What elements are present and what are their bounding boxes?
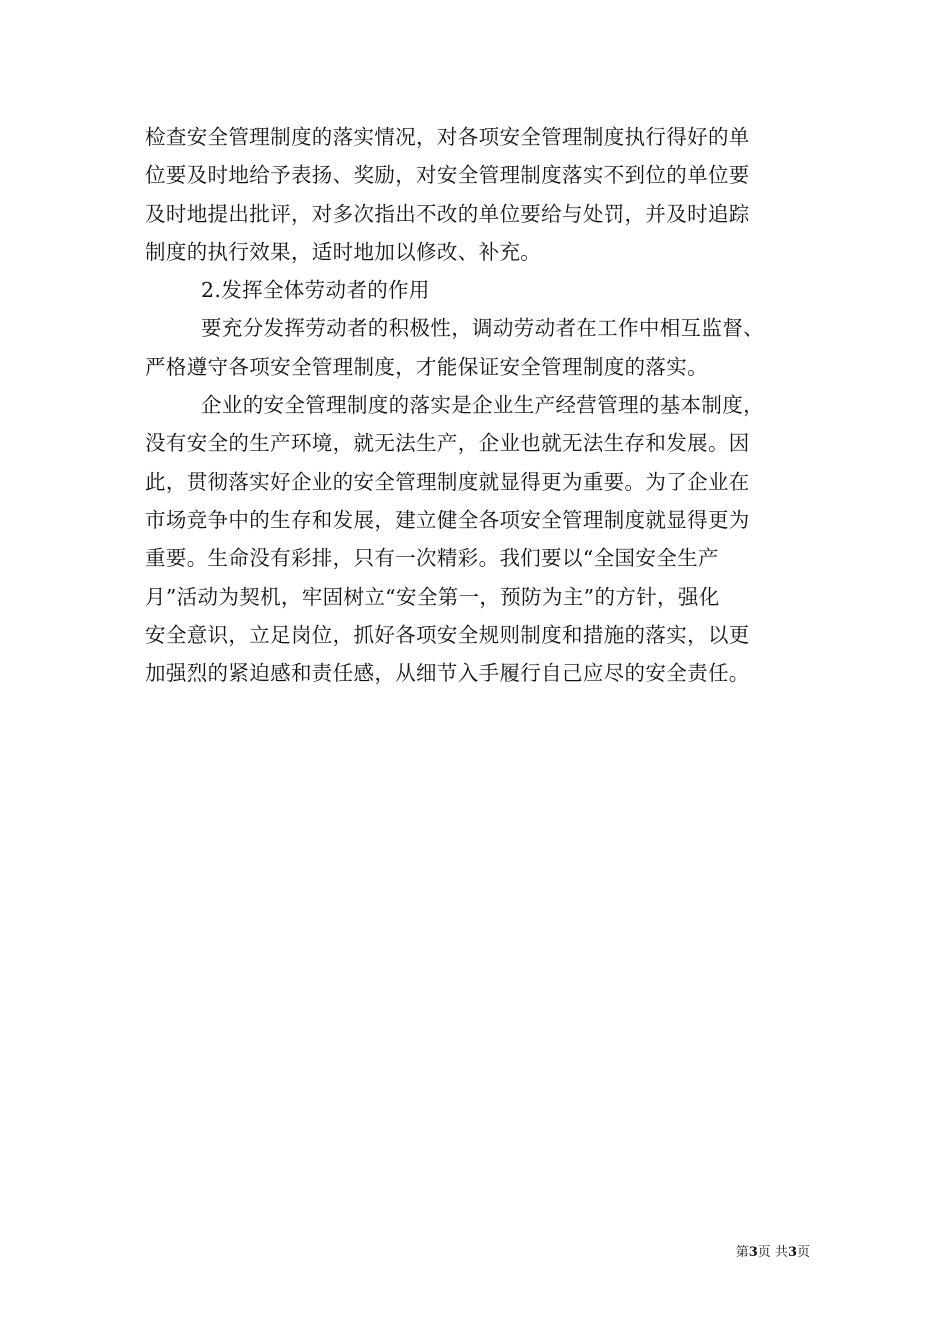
current-page-number: 3 bbox=[748, 1245, 758, 1260]
paragraph-line: 没有安全的生产环境，就无法生产，企业也就无法生存和发展。因 bbox=[145, 431, 750, 456]
paragraph-line: 位要及时地给予表扬、奖励，对安全管理制度落实不到位的单位要 bbox=[145, 163, 750, 188]
paragraph-line: 及时地提出批评，对多次指出不改的单位要给与处罚，并及时追踪 bbox=[145, 201, 750, 226]
paragraph-line: 制度的执行效果，适时地加以修改、补充。 bbox=[145, 239, 542, 264]
page-number-footer bbox=[690, 1244, 810, 1262]
paragraph-line: 安全意识，立足岗位，抓好各项安全规则制度和措施的落实，以更 bbox=[145, 622, 750, 647]
document-body bbox=[145, 118, 811, 692]
footer-middle: 页 共 bbox=[757, 1245, 788, 1260]
paragraph-line: 市场竞争中的生存和发展，建立健全各项安全管理制度就显得更为 bbox=[145, 507, 750, 532]
paragraph-line: 企业的安全管理制度的落实是企业生产经营管理的基本制度， bbox=[201, 393, 764, 418]
paragraph-line: 此，贯彻落实好企业的安全管理制度就显得更为重要。为了企业在 bbox=[145, 469, 750, 494]
section-heading: 2.发挥全体劳动者的作用 bbox=[201, 278, 430, 303]
paragraph-line: 严格遵守各项安全管理制度，才能保证安全管理制度的落实。 bbox=[145, 354, 708, 379]
paragraph-line: 月”活动为契机，牢固树立“安全第一，预防为主”的方针，强化 bbox=[145, 584, 720, 609]
total-pages-number: 3 bbox=[787, 1245, 797, 1260]
paragraph-line: 加强烈的紧迫感和责任感，从细节入手履行自己应尽的安全责任。 bbox=[145, 661, 750, 686]
paragraph-line: 要充分发挥劳动者的积极性，调动劳动者在工作中相互监督、 bbox=[201, 316, 764, 341]
footer-prefix: 第 bbox=[735, 1245, 749, 1260]
footer-suffix: 页 bbox=[796, 1245, 810, 1260]
paragraph-line: 检查安全管理制度的落实情况，对各项安全管理制度执行得好的单 bbox=[145, 125, 750, 149]
paragraph-line: 重要。生命没有彩排，只有一次精彩。我们要以“全国安全生产 bbox=[145, 546, 719, 571]
